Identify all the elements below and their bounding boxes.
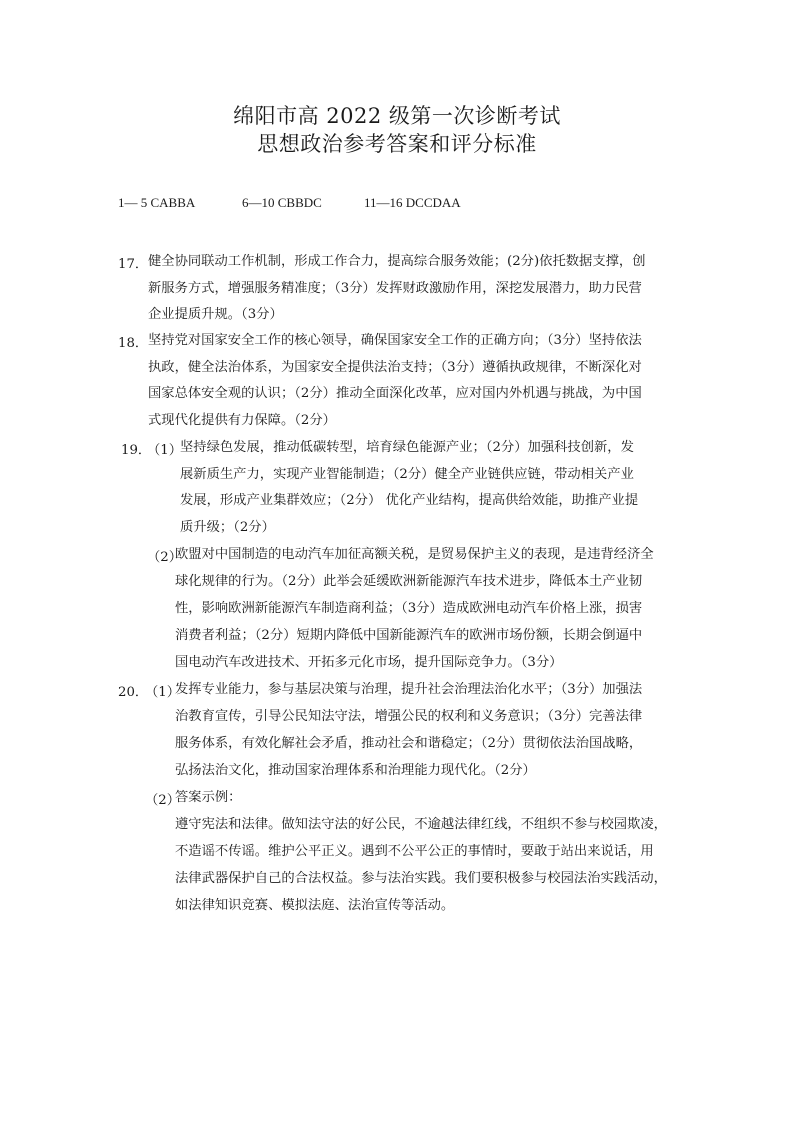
q20-part2-line: 不造谣不传谣。维护公平正义。遇到不公平公正的事情时，要敢于站出来说话，用 <box>175 844 654 859</box>
q20-part2-label: （2） <box>145 793 181 808</box>
document-subtitle: 思想政治参考答案和评分标准 <box>257 132 537 156</box>
q20-part2-line: 法律武器保护自己的合法权益。参与法治实践。我们要积极参与校园法治实践活动， <box>175 871 667 886</box>
q19-part2-line: 性，影响欧洲新能源汽车制造商利益；（3分）造成欧洲电动汽车价格上涨，损害 <box>175 601 643 616</box>
q18-line: 国家总体安全观的认识；（2分）推动全面深化改革，应对国内外机遇与挑战，为中国 <box>148 386 642 401</box>
q19-part1-line: 展新质生产力，实现产业智能制造；（2分）健全产业链供应链，带动相关产业 <box>180 467 634 482</box>
q17-line: 新服务方式，增强服务精准度；（3分）发挥财政激励作用，深挖发展潜力，助力民营 <box>148 281 642 296</box>
document-title: 绵阳市高 2022 级第一次诊断考试 <box>233 104 561 128</box>
q20-part1-line: 发挥专业能力，参与基层决策与治理，提升社会治理法治化水平；（3分）加强法 <box>175 682 643 697</box>
q18-line: 执政，健全法治体系，为国家安全提供法治支持；（3分）遵循执政规律，不断深化对 <box>148 360 642 375</box>
q20-number: 20． <box>118 685 149 700</box>
q18-line: 坚持党对国家安全工作的核心领导，确保国家安全工作的正确方向；（3分）坚持依法 <box>148 333 642 348</box>
q20-part1-line: 服务体系，有效化解社会矛盾，推动社会和谐稳定；（2分）贯彻依法治国战略， <box>175 736 643 751</box>
q18-number: 18． <box>118 336 149 351</box>
q19-part2-line: 球化规律的行为。（2分）此举会延缓欧洲新能源汽车技术进步，降低本土产业韧 <box>175 574 643 589</box>
q20-part2-line: 如法律知识竞赛、模拟法庭、法治宣传等活动。 <box>175 898 455 913</box>
q19-part2-line: 欧盟对中国制造的电动汽车加征高额关税，是贸易保护主义的表现，是违背经济全 <box>175 547 654 562</box>
q19-part2-line: 国电动汽车改进技术、开拓多元化市场，提升国际竞争力。（3分） <box>175 655 563 670</box>
q19-part1-line: 质升级；（2分） <box>180 520 275 535</box>
q19-part2-label: （2） <box>147 550 183 565</box>
q19-number: 19． <box>121 443 152 458</box>
q20-part2-heading: 答案示例： <box>175 790 242 805</box>
q17-line: 企业提质升规。（3分） <box>148 307 283 322</box>
mc-answers-11-16: 11—16 DCCDAA <box>364 195 461 210</box>
q17-line: 健全协同联动工作机制，形成工作合力，提高综合服务效能；(2分)依托数据支撑，创 <box>148 254 646 269</box>
q19-part1-line: 坚持绿色发展，推动低碳转型，培育绿色能源产业；（2分）加强科技创新，发 <box>180 440 634 455</box>
q19-part1-label: （1） <box>147 443 183 458</box>
q19-part2-line: 消费者利益；（2分）短期内降低中国新能源汽车的欧洲市场份额，长期会倒逼中 <box>175 628 643 643</box>
q20-part1-label: （1） <box>145 685 181 700</box>
mc-answers-1-5: 1— 5 CABBA <box>118 195 196 210</box>
mc-answers-6-10: 6—10 CBBDC <box>242 195 322 210</box>
q20-part1-line: 治教育宣传，引导公民知法守法，增强公民的权利和义务意识；（3分）完善法律 <box>175 709 643 724</box>
q20-part1-line: 弘扬法治文化，推动国家治理体系和治理能力现代化。（2分） <box>175 763 536 778</box>
q20-part2-line: 遵守宪法和法律。做知法守法的好公民，不逾越法律红线，不组织不参与校园欺凌， <box>175 817 667 832</box>
q17-number: 17． <box>118 257 149 272</box>
q19-part1-line: 发展，形成产业集群效应；（2分） 优化产业结构，提高供给效能，助推产业提 <box>180 493 639 508</box>
q18-line: 式现代化提供有力保障。（2分） <box>148 413 336 428</box>
